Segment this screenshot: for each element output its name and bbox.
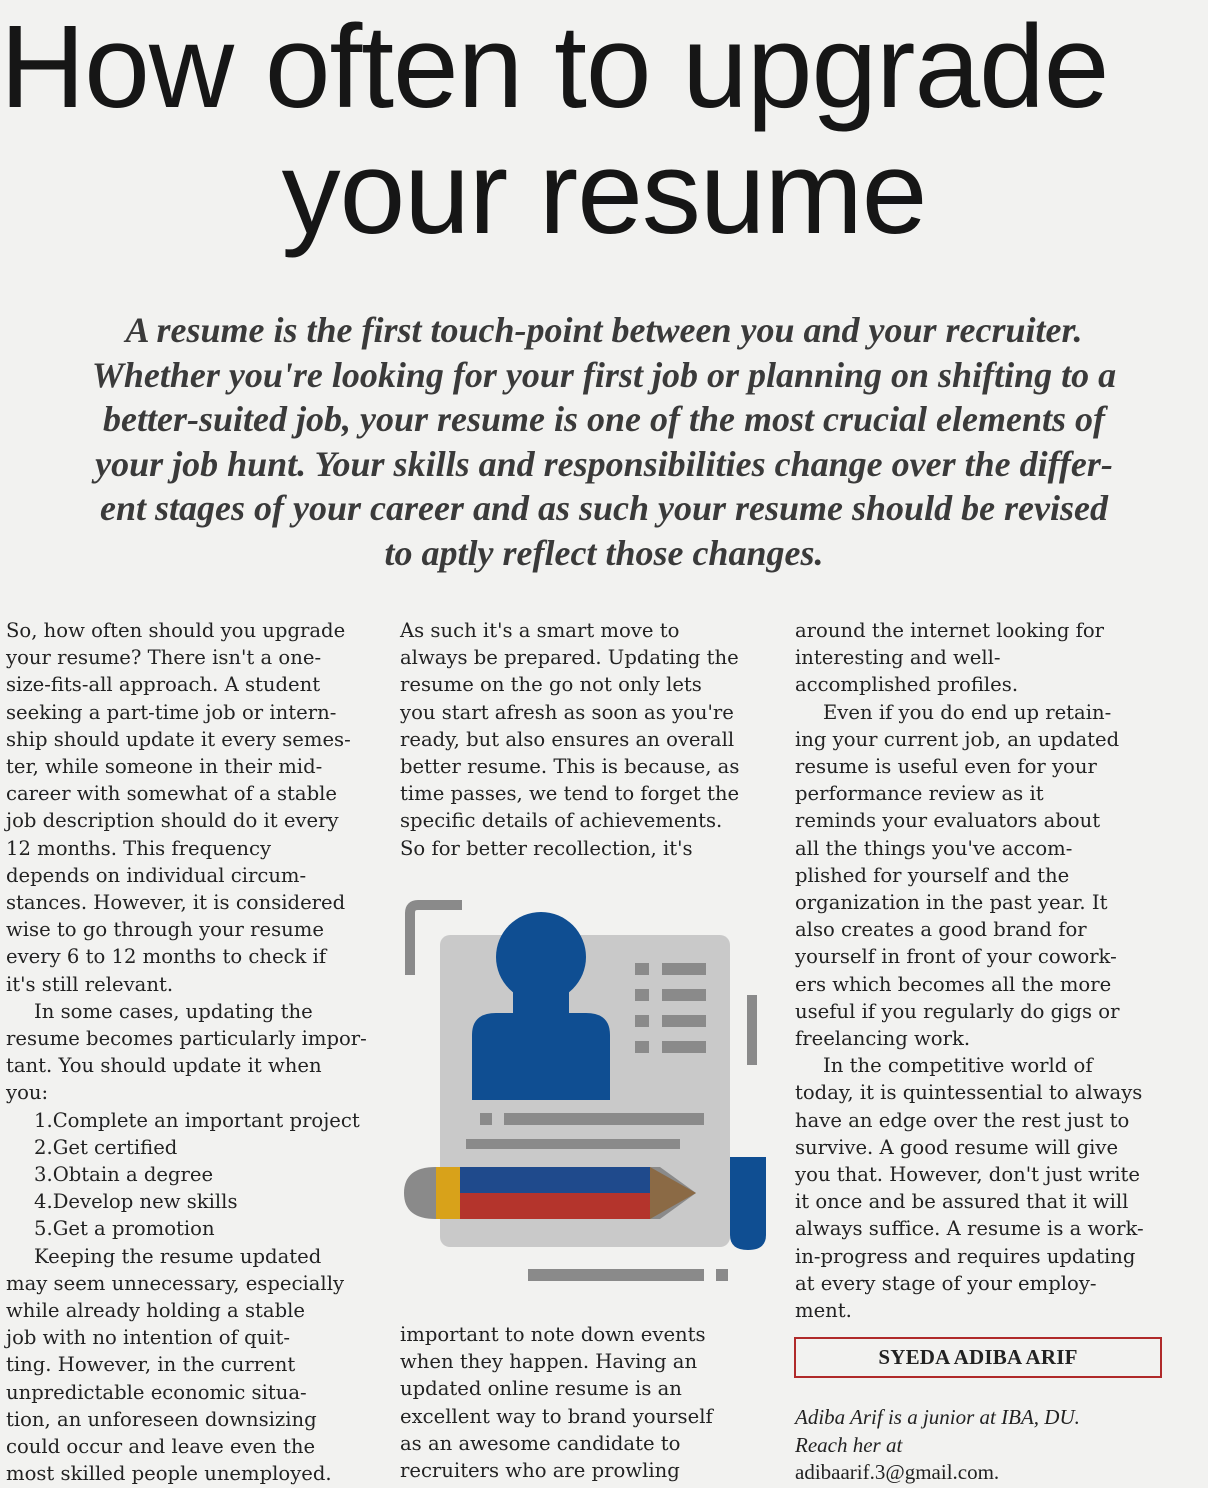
body-line: seeking a part-time job or intern- — [6, 700, 337, 724]
body-line: ship should update it every semes- — [6, 727, 351, 751]
body-line: time passes, we tend to forget the — [400, 782, 740, 806]
headline-line-1: How often to upgrade — [0, 1, 1109, 133]
list-item: 1.Complete an important project — [34, 1108, 360, 1132]
body-line: you that. However, don't just write — [795, 1163, 1140, 1187]
body-line: wise to go through your resume — [6, 918, 324, 942]
body-line: performance review as it — [795, 782, 1044, 806]
body-line: always suffice. A resume is a work- — [795, 1217, 1144, 1241]
body-line: ers which becomes all the more — [795, 972, 1112, 996]
body-line: 12 months. This frequency — [6, 836, 272, 860]
article-column-1 — [6, 617, 376, 1488]
author-bio — [795, 1404, 1175, 1487]
body-line: In the competitive world of — [823, 1054, 1093, 1078]
body-line: while already holding a stable — [6, 1299, 305, 1323]
body-line: job with no intention of quit- — [6, 1326, 291, 1350]
body-line: also creates a good brand for — [795, 918, 1087, 942]
body-line: may seem unnecessary, especially — [6, 1271, 345, 1295]
deck-line: ent stages of your career and as such your resume should be revised — [99, 488, 1109, 528]
body-line: when they happen. Having an — [400, 1350, 698, 1374]
body-line: could occur and leave even the — [6, 1435, 316, 1459]
body-line: organization in the past year. It — [795, 891, 1108, 915]
resume-pencil-icon — [400, 895, 780, 1295]
body-line: In some cases, updating the — [34, 999, 313, 1023]
deck-line: Whether you're looking for your first job or planning on shifting to a — [91, 354, 1117, 395]
body-line: resume on the go not only lets — [400, 673, 702, 697]
body-line: So, how often should you upgrade — [6, 619, 346, 642]
body-line: tion, an unforeseen downsizing — [6, 1407, 317, 1431]
deck-line: your job hunt. Your skills and responsibilities change over the differ- — [95, 443, 1113, 484]
body-line: all the things you've accom- — [795, 836, 1073, 860]
body-line: stances. However, it is considered — [6, 891, 346, 915]
body-line: freelancing work. — [795, 1027, 971, 1051]
body-line: always be prepared. Updating the — [400, 646, 739, 670]
body-line: depends on individual circum- — [6, 863, 307, 887]
deck-line: to aptly reflect those changes. — [384, 532, 824, 573]
deck-intro — [10, 308, 1198, 575]
article-column-2-bottom — [400, 1321, 775, 1484]
list-item: 5.Get a promotion — [34, 1217, 215, 1241]
body-line: around the internet looking for — [795, 619, 1105, 642]
body-line: ing your current job, an updated — [795, 727, 1120, 751]
list-item: 4.Develop new skills — [34, 1190, 238, 1214]
body-line: unpredictable economic situa- — [6, 1380, 307, 1404]
body-line: plished for yourself and the — [795, 863, 1070, 887]
body-line: resume is useful even for your — [795, 755, 1097, 779]
body-line: survive. A good resume will give — [795, 1135, 1119, 1159]
body-line: you start afresh as soon as you're — [400, 700, 734, 724]
bio-line: Reach her at — [795, 1432, 903, 1457]
body-line: important to note down events — [400, 1323, 706, 1346]
body-line: in-progress and requires updating — [795, 1244, 1136, 1268]
body-line: interesting and well- — [795, 646, 1001, 670]
body-line: reminds your evaluators about — [795, 809, 1101, 833]
body-line: ready, but also ensures an overall — [400, 727, 735, 751]
body-line: excellent way to brand yourself — [400, 1404, 713, 1428]
author-byline: SYEDA ADIBA ARIF — [794, 1337, 1162, 1378]
article-column-3 — [795, 617, 1175, 1324]
body-line: recruiters who are prowling — [400, 1459, 680, 1483]
body-line: size-fits-all approach. A student — [6, 673, 321, 697]
article-column-2-top — [400, 617, 775, 862]
body-line: better resume. This is because, as — [400, 755, 740, 779]
author-email-link[interactable]: adibaarif.3@gmail.com. — [795, 1460, 1000, 1484]
deck-line: A resume is the first touch-point between you and your recruiter. — [125, 310, 1083, 350]
body-line: So for better recollection, it's — [400, 836, 693, 860]
body-line: ter, while someone in their mid- — [6, 755, 323, 779]
body-line: As such it's a smart move to — [400, 619, 680, 642]
headline — [0, 1, 1208, 259]
body-line: useful if you regularly do gigs or — [795, 999, 1120, 1023]
body-line: accomplished profiles. — [795, 673, 1019, 697]
bio-line: Adiba Arif is a junior at IBA, DU. — [795, 1405, 1080, 1429]
deck-line: better-suited job, your resume is one of the most crucial elements of — [103, 399, 1105, 439]
body-line: tant. You should update it when — [6, 1054, 322, 1078]
body-line: it once and be assured that it will — [795, 1190, 1129, 1214]
body-line: ment. — [795, 1299, 852, 1323]
body-line: Keeping the resume updated — [34, 1244, 322, 1268]
body-line: updated online resume is an — [400, 1377, 682, 1401]
body-line: every 6 to 12 months to check if — [6, 945, 327, 969]
body-line: career with somewhat of a stable — [6, 782, 337, 806]
list-item: 3.Obtain a degree — [34, 1163, 214, 1187]
body-line: specific details of achievements. — [400, 809, 723, 833]
body-line: job description should do it every — [6, 809, 339, 833]
body-line: yourself in front of your cowork- — [795, 945, 1117, 969]
body-line: most skilled people unemployed. — [6, 1462, 332, 1486]
body-line: your resume? There isn't a one- — [6, 646, 322, 670]
body-line: have an edge over the rest just to — [795, 1108, 1130, 1132]
body-line: ting. However, in the current — [6, 1353, 296, 1377]
resume-illustration — [400, 895, 780, 1295]
body-line: at every stage of your employ- — [795, 1271, 1097, 1295]
body-line: it's still relevant. — [6, 972, 174, 996]
headline-line-2: your resume — [281, 127, 927, 259]
body-line: resume becomes particularly impor- — [6, 1027, 367, 1051]
body-line: you: — [6, 1081, 49, 1105]
list-item: 2.Get certified — [34, 1135, 178, 1159]
body-line: as an awesome candidate to — [400, 1431, 681, 1455]
body-line: Even if you do end up retain- — [823, 700, 1112, 724]
body-line: today, it is quintessential to always — [795, 1081, 1143, 1105]
